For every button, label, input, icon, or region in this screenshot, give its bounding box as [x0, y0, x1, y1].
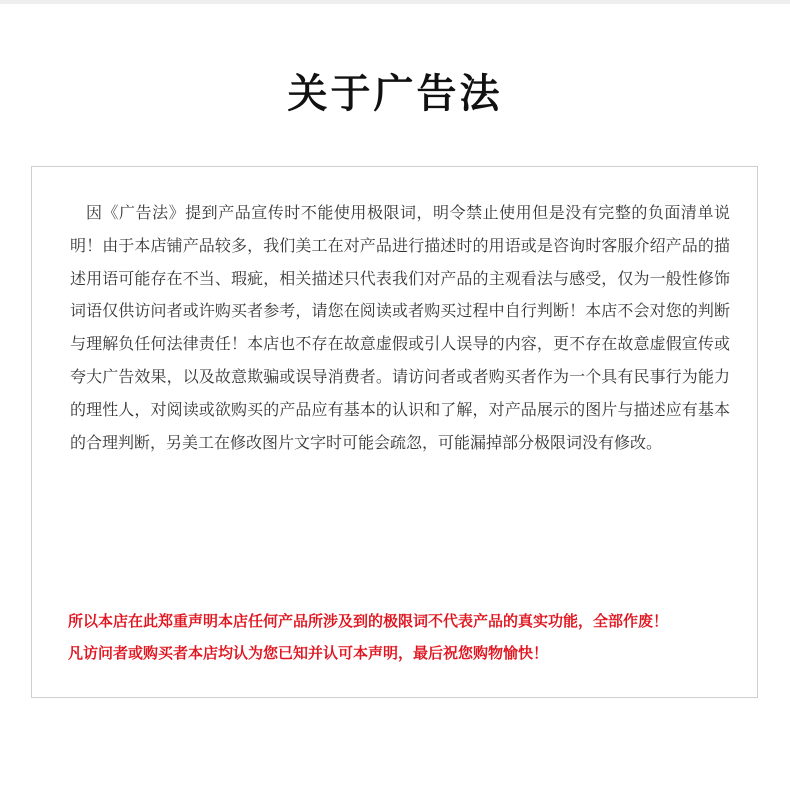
page-title: 关于广告法	[287, 70, 503, 117]
top-divider	[0, 0, 790, 4]
notice-box	[31, 166, 758, 698]
warning-notice	[68, 605, 728, 669]
warning-line-1: 所以本店在此郑重声明本店任何产品所涉及到的极限词不代表产品的真实功能，全部作废！	[68, 612, 669, 630]
warning-line-2: 凡访问者或购买者本店均认为您已知并认可本声明，最后祝您购物愉快！	[68, 644, 549, 662]
notice-body-text: 因《广告法》提到产品宣传时不能使用极限词，明令禁止使用但是没有完整的负面清单说明！由于本店铺产品较多，我们美工在对产品进行描述时的用语或是咨询时客服介绍产品的描述用语可能存在不当、瑕疵，相关描述只代表我们对产品的主观看法与感受，仅为一般性修饰词语仅供访问者或许购买者参考，请您在阅读或者购买过程中自行判断！本店不会对您的判断与理解负任何法律责任！本店也不存在故意虚假或引人误导的内容，更不存在故意虚假宣传或夸大广告效果，以及故意欺骗或误导消费者。请访问者或者购买者作为一个具有民事行为能力的理性人，对阅读或欲购买的产品应有基本的认识和了解，对产品展示的图片与描述应有基本的合理判断，另美工在修改图片文字时可能会疏忽，可能漏掉部分极限词没有修改。	[70, 203, 730, 452]
